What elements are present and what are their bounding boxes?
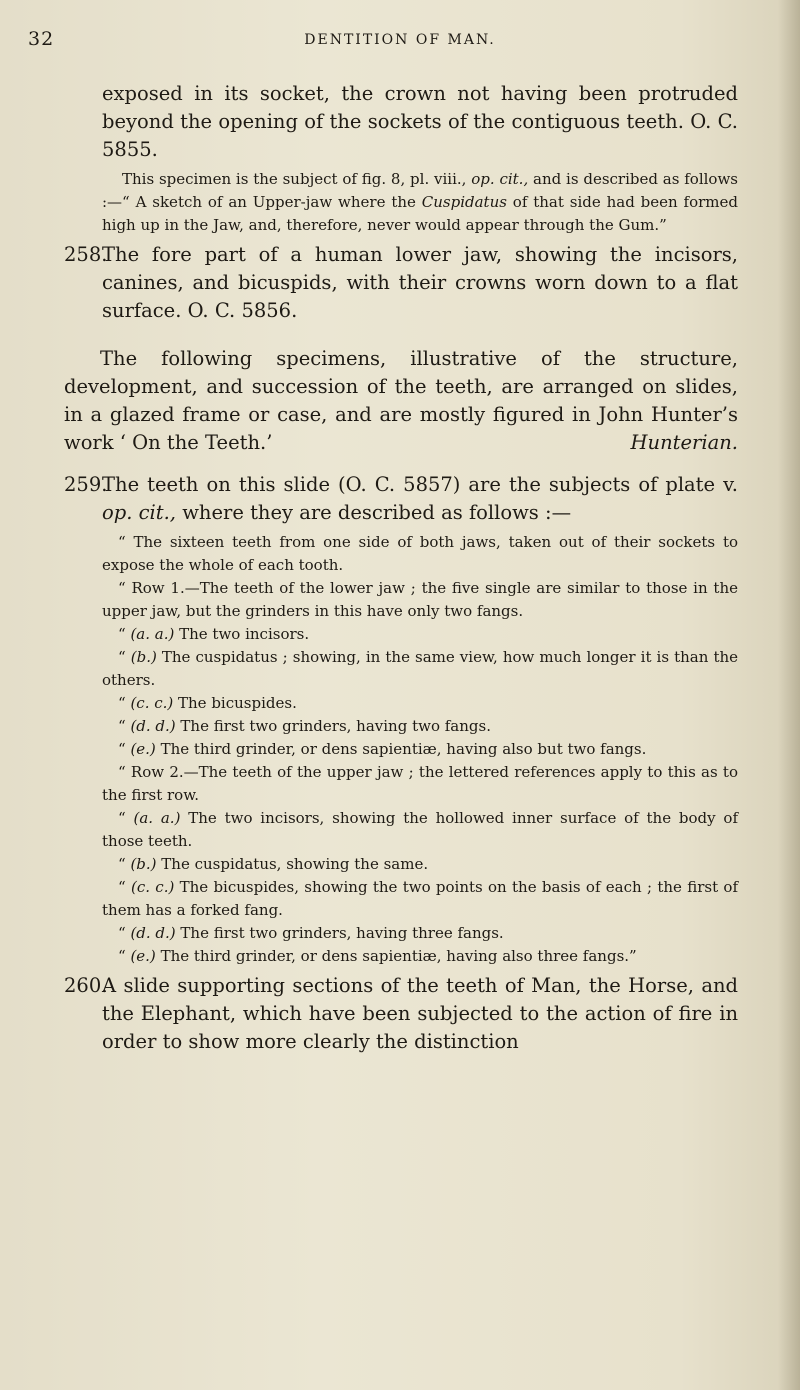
note-text-3: of that side had been formed high up in the Jaw, and, therefore, never would appear through the Gum.” xyxy=(102,193,738,234)
note-cuspidatus: Cuspidatus xyxy=(421,193,507,211)
source-attribution: Hunterian. xyxy=(630,431,738,454)
quote-line: “ The sixteen teeth from one side of both jaws, taken out of their sockets to expose the whole of each tooth. xyxy=(102,533,738,574)
quote-text: The third grinder, or dens sapientiæ, having also three fangs.” xyxy=(155,947,637,965)
quote-text: The first two grinders, having two fangs. xyxy=(175,717,491,735)
quote-line: “ (d. d.) The first two grinders, having two fangs. xyxy=(118,717,491,735)
item-text: The fore part of a human lower jaw, showing the incisors, canines, and bicuspids, with their crowns worn down to a flat surface. O. C. 5856. xyxy=(102,243,738,322)
quote-line: “ (a. a.) The two incisors. xyxy=(118,625,310,643)
quote-text: The first two grinders, having three fangs. xyxy=(175,924,504,942)
intro-continuation: exposed in its socket, the crown not having been protruded beyond the opening of the sockets of the contiguous teeth. O. C. 5855. xyxy=(102,82,738,161)
letter-ref: (a. a.) xyxy=(130,625,175,643)
page-header xyxy=(0,22,800,52)
item-number: 260. xyxy=(64,974,108,997)
item-number: 259. xyxy=(64,473,108,496)
quote-line: “ (c. c.) The bicuspides, showing the two points on the basis of each ; the first of them has a forked fang. xyxy=(102,878,738,919)
quote-line: “ (c. c.) The bicuspides. xyxy=(118,694,297,712)
quote-text: The cuspidatus, showing the same. xyxy=(156,855,429,873)
intro-note xyxy=(0,168,800,237)
quote-line: “ (b.) The cuspidatus, showing the same. xyxy=(118,855,429,873)
quote-text: The third grinder, or dens sapientiæ, having also but two fangs. xyxy=(155,740,647,758)
item-259 xyxy=(0,471,800,527)
page-number: 32 xyxy=(28,28,55,50)
letter-ref: (a. a.) xyxy=(133,809,181,827)
quoted-description xyxy=(0,531,800,968)
letter-ref: (e.) xyxy=(130,740,156,758)
general-text: The following specimens, illustrative of the structure, development, and succession of the teeth, are arranged on slides, in a glazed frame or case, and are mostly figured in John Hunter’s work ‘ On the Teeth.’ xyxy=(64,347,738,454)
item-text-2: where they are described as follows :— xyxy=(176,501,572,524)
quote-line: “ Row 2.—The teeth of the upper jaw ; the lettered references apply to this as to the first row. xyxy=(102,763,738,804)
item-258 xyxy=(0,241,800,325)
letter-ref: (b.) xyxy=(130,648,157,666)
item-op-cit: op. cit., xyxy=(102,501,177,524)
letter-ref: (c. c.) xyxy=(130,694,174,712)
quote-line: “ (d. d.) The first two grinders, having three fangs. xyxy=(118,924,504,942)
quote-line: “ (e.) The third grinder, or dens sapientiæ, having also but two fangs. xyxy=(118,740,647,758)
quote-text: The bicuspides. xyxy=(173,694,297,712)
letter-ref: (b.) xyxy=(130,855,157,873)
quote-text: The two incisors. xyxy=(174,625,310,643)
running-head: DENTITION OF MAN. xyxy=(304,32,496,48)
item-text: A slide supporting sections of the teeth of Man, the Horse, and the Elephant, which have been subjected to the action of fire in order to show more clearly the distinction xyxy=(102,974,738,1053)
quote-line: “ (b.) The cuspidatus ; showing, in the same view, how much longer it is than the others. xyxy=(102,648,739,689)
note-op-cit: op. cit., xyxy=(471,170,529,188)
quote-line: “ (e.) The third grinder, or dens sapientiæ, having also three fangs.” xyxy=(118,947,637,965)
quote-line: “ Row 1.—The teeth of the lower jaw ; the five single are similar to those in the upper jaw, but the grinders in this have only two fangs. xyxy=(102,579,738,620)
quote-text: The cuspidatus ; showing, in the same view, how much longer it is than the others. xyxy=(102,648,739,689)
quote-text: The two incisors, showing the hollowed inner surface of the body of those teeth. xyxy=(102,809,738,850)
general-paragraph xyxy=(0,345,800,457)
letter-ref: (d. d.) xyxy=(130,717,176,735)
item-number: 258. xyxy=(64,243,108,266)
page-body xyxy=(0,80,800,1056)
note-text-1: This specimen is the subject of fig. 8, pl. viii., xyxy=(122,170,472,188)
item-text-1: The teeth on this slide (O. C. 5857) are the subjects of plate v. xyxy=(102,473,738,496)
item-260 xyxy=(0,972,800,1056)
letter-ref: (e.) xyxy=(130,947,156,965)
note-text-2: and is described as follows :—“ A sketch of an Upper-jaw where the xyxy=(102,170,738,211)
letter-ref: (c. c.) xyxy=(130,878,175,896)
quote-line: “ (a. a.) The two incisors, showing the hollowed inner surface of the body of those teeth. xyxy=(102,809,738,850)
quote-text: The bicuspides, showing the two points on the basis of each ; the first of them has a forked fang. xyxy=(102,878,738,919)
letter-ref: (d. d.) xyxy=(130,924,176,942)
